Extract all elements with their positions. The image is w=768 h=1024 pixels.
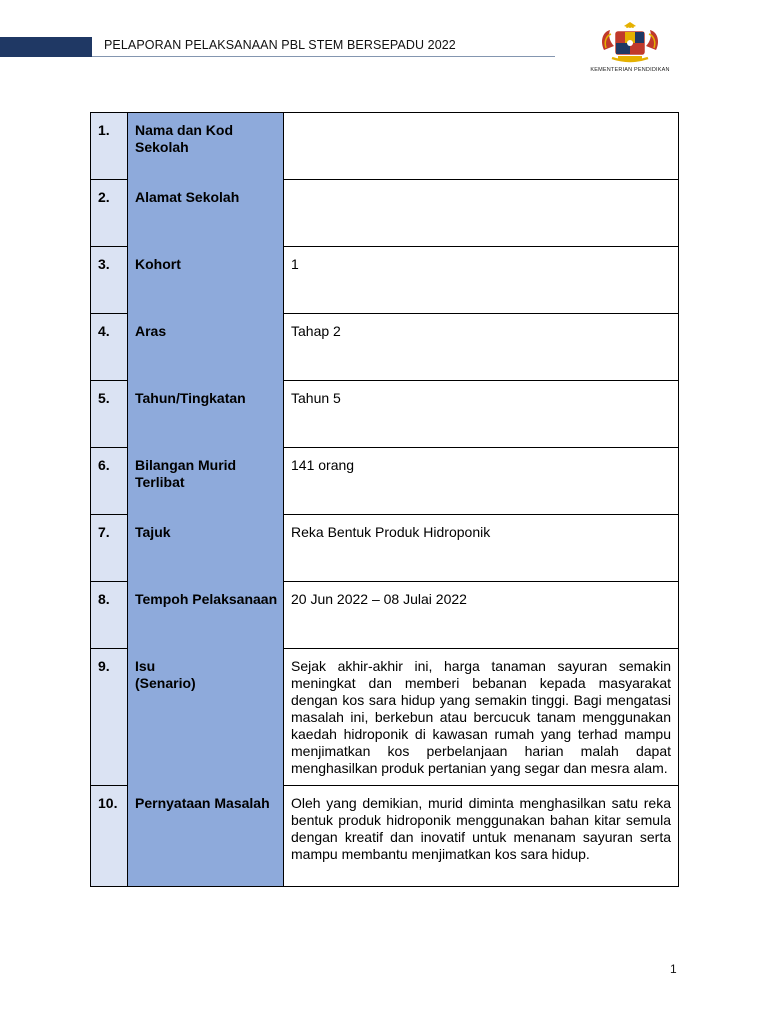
row-number: 1. [91,113,128,180]
header-divider [92,56,555,57]
row-label-line: (Senario) [135,674,196,691]
row-number: 2. [91,180,128,247]
row-number: 3. [91,247,128,314]
row-value: Sejak akhir-akhir ini, harga tanaman sayuran semakin meningkat dan memberi bebanan kepada masyarakat dengan kos sara hidup yang semakin tinggi. Bagi mengatasi masalah ini, berkebun atau bercucuk tanam menggunakan kaedah hidroponik di kawasan rumah yang terhad mampu menjimatkan kos perbelanjaan harian malah dapat menghasilkan produk pertanian yang segar dan mesra alam. [284,649,679,786]
row-value [284,180,679,247]
row-label-line: Isu [135,657,156,674]
row-label: Kohort [128,247,284,314]
row-label [128,649,284,786]
table-row [91,515,679,582]
row-label: Nama dan Kod Sekolah [128,113,284,180]
malaysia-crest-logo [598,20,662,66]
row-value: Tahun 5 [284,381,679,448]
table-row [91,649,679,786]
table-row [91,113,679,180]
row-number: 5. [91,381,128,448]
row-label: Tahun/Tingkatan [128,381,284,448]
header-accent-bar [0,37,92,57]
table-row [91,180,679,247]
row-label: Bilangan Murid Terlibat [128,448,284,515]
document-header-title: PELAPORAN PELAKSANAAN PBL STEM BERSEPADU 2022 [104,38,456,52]
row-label: Aras [128,314,284,381]
row-label: Pernyataan Masalah [128,786,284,887]
table-row [91,786,679,887]
row-value: 1 [284,247,679,314]
table-row [91,448,679,515]
row-number: 6. [91,448,128,515]
row-number: 7. [91,515,128,582]
table-row [91,381,679,448]
table-row [91,582,679,649]
row-value: 20 Jun 2022 – 08 Julai 2022 [284,582,679,649]
row-value: 141 orang [284,448,679,515]
row-number: 10. [91,786,128,887]
row-value: Oleh yang demikian, murid diminta menghasilkan satu reka bentuk produk hidroponik menggunakan bahan kitar semula dengan kreatif dan inovatif untuk menanam sayuran serta mampu membantu menjimatkan kos sara hidup. [284,786,679,887]
table-row [91,314,679,381]
page-number: 1 [670,962,677,976]
row-number: 9. [91,649,128,786]
row-number: 4. [91,314,128,381]
row-value: Reka Bentuk Produk Hidroponik [284,515,679,582]
row-value: Tahap 2 [284,314,679,381]
row-value [284,113,679,180]
row-label: Tajuk [128,515,284,582]
row-number: 8. [91,582,128,649]
ministry-caption: KEMENTERIAN PENDIDIKAN [590,67,670,73]
row-label: Alamat Sekolah [128,180,284,247]
table-row [91,247,679,314]
report-form-table [90,112,679,887]
row-label: Tempoh Pelaksanaan [128,582,284,649]
